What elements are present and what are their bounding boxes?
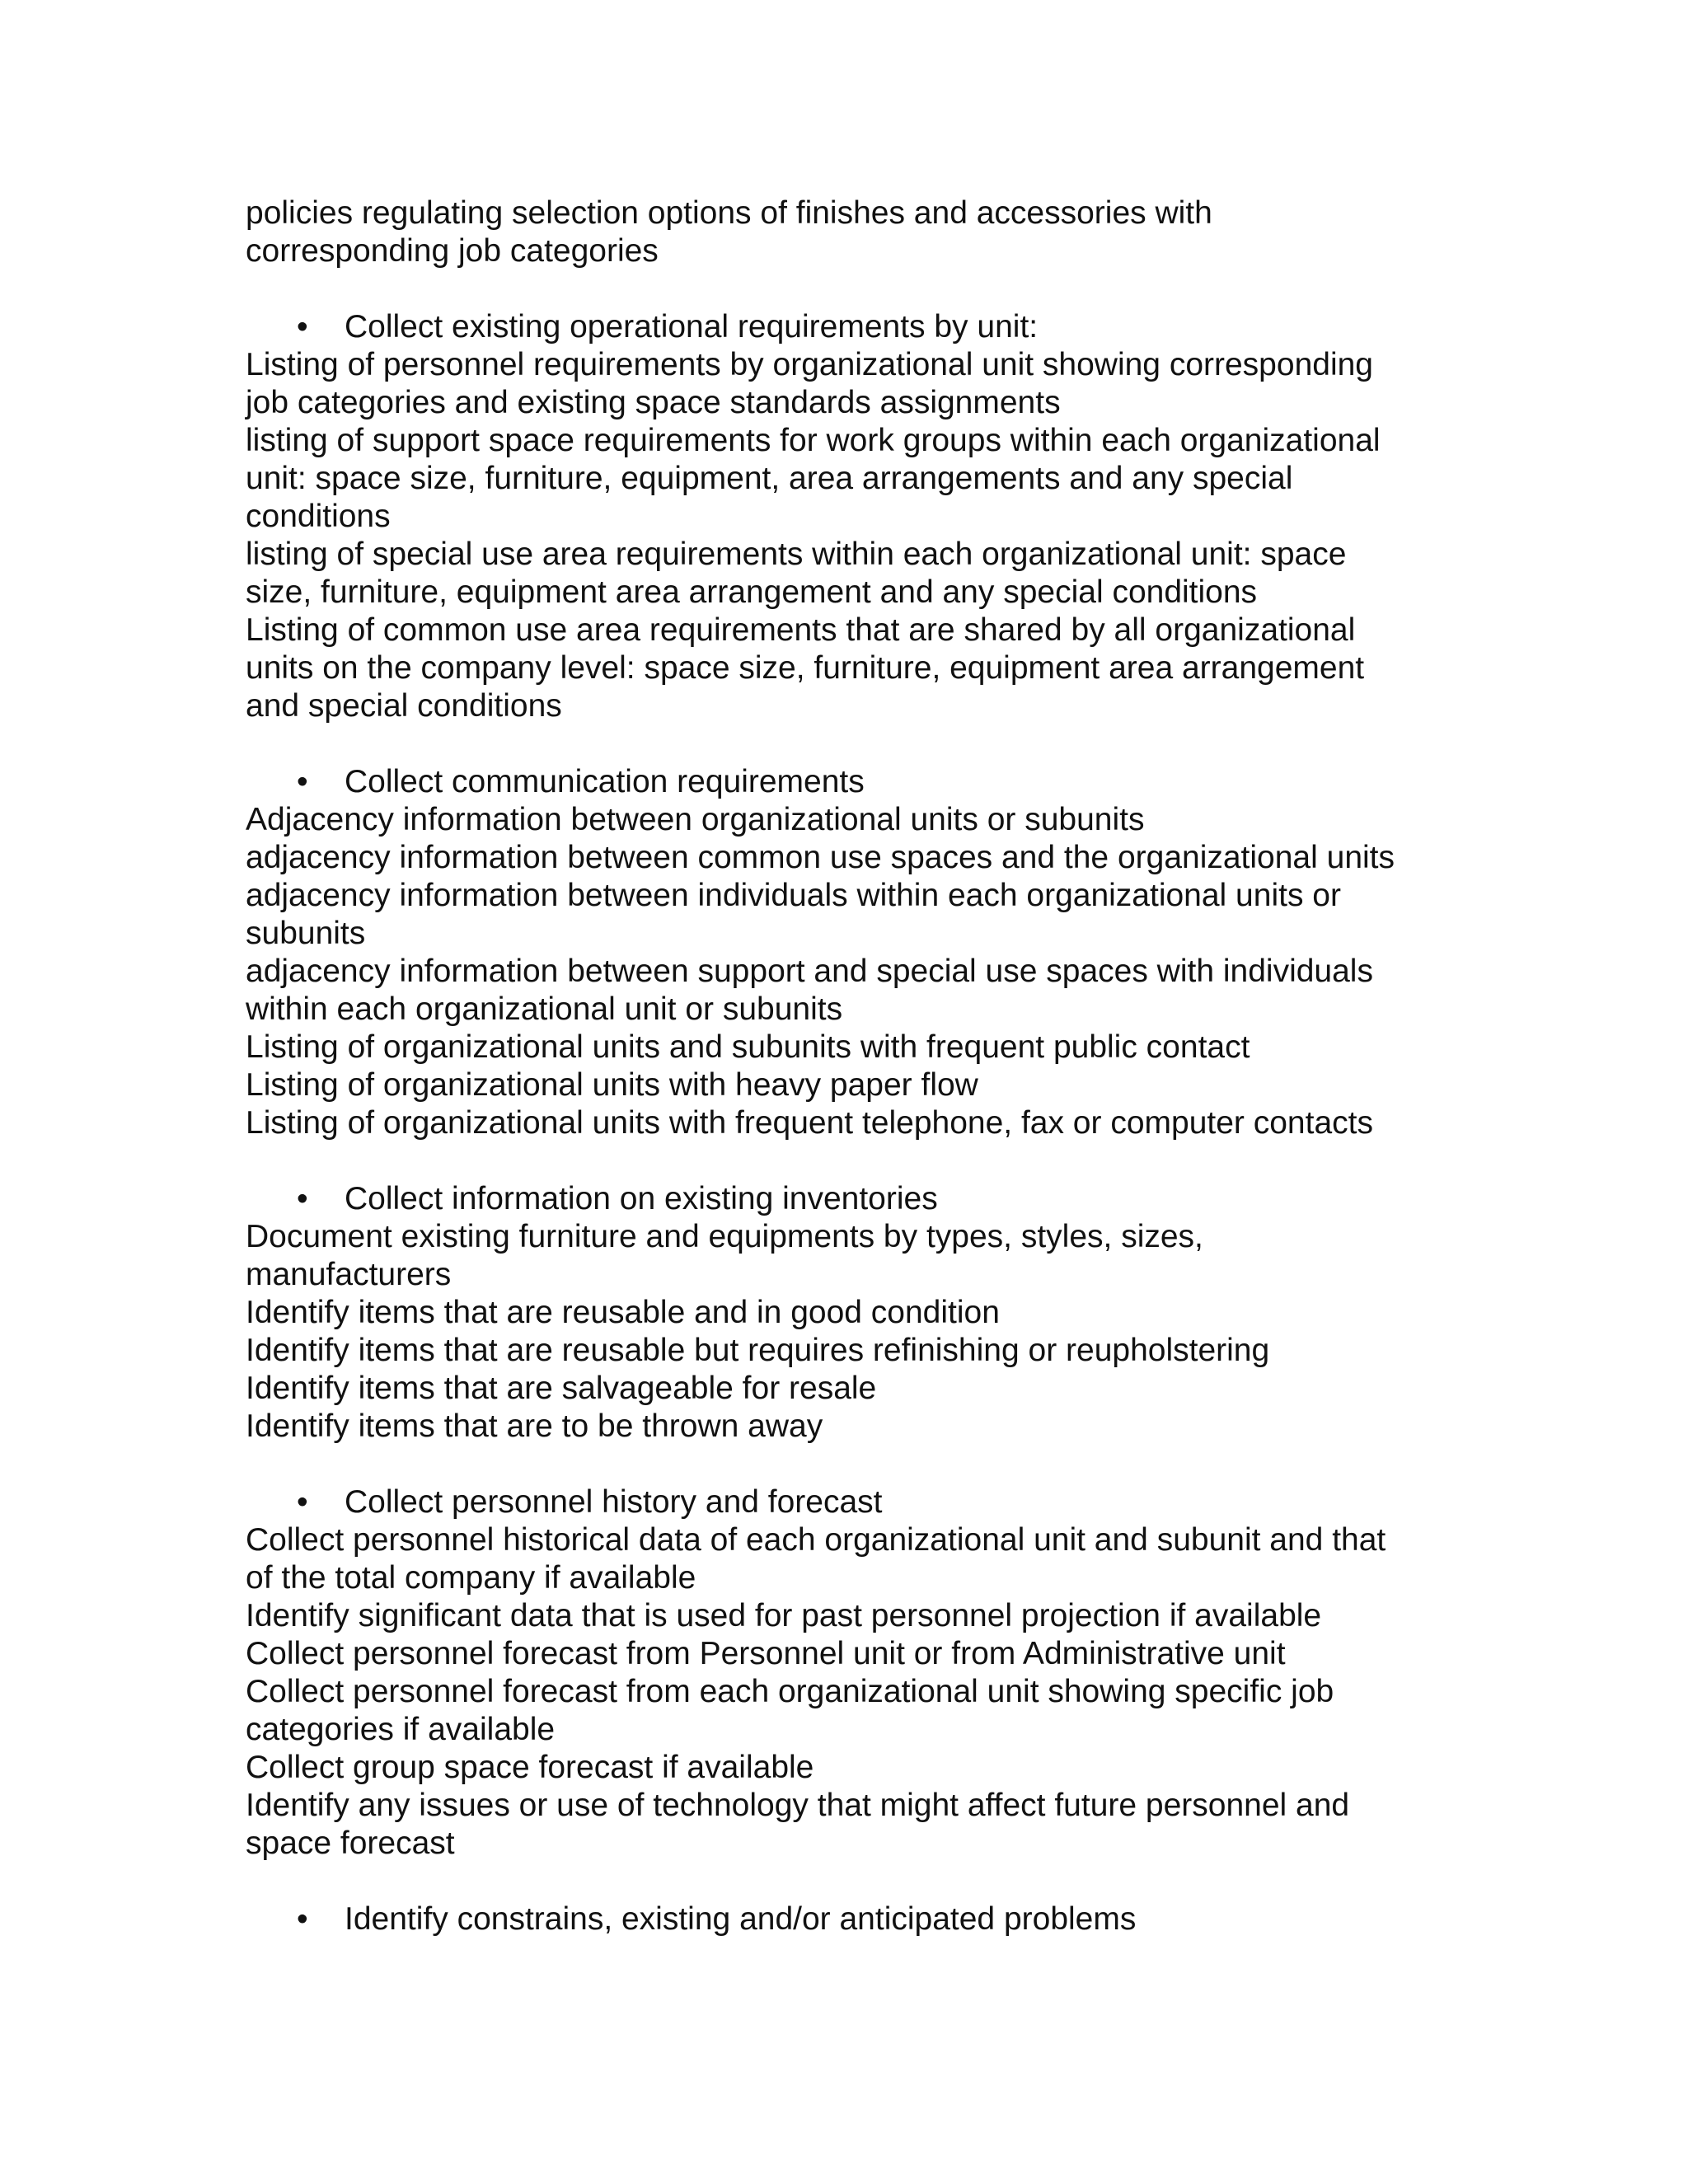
section-communication-requirements bbox=[246, 763, 1482, 1142]
text-line: Listing of organizational units with heavy paper flow bbox=[246, 1067, 978, 1103]
bullet-icon: • bbox=[297, 1901, 308, 1937]
text-line: categories if available bbox=[246, 1712, 556, 1747]
text-line: Identify items that are salvageable for resale bbox=[246, 1371, 877, 1406]
text-line: Identify items that are to be thrown away bbox=[246, 1408, 823, 1444]
bullet-heading-text: Identify constrains, existing and/or anticipated problems bbox=[345, 1901, 1137, 1937]
text-line: Listing of common use area requirements that are shared by all organizational bbox=[246, 612, 1356, 648]
bullet-heading-text: Collect personnel history and forecast bbox=[345, 1484, 883, 1520]
text-line: Document existing furniture and equipments by types, styles, sizes, bbox=[246, 1219, 1203, 1254]
text-line: Collect personnel forecast from each organizational unit showing specific job bbox=[246, 1674, 1334, 1709]
text-line: policies regulating selection options of finishes and accessories with bbox=[246, 195, 1212, 231]
bullet-heading-text: Collect existing operational requirements by unit: bbox=[345, 309, 1039, 344]
text-line: Identify items that are reusable but requires refinishing or reupholstering bbox=[246, 1333, 1270, 1368]
text-line: subunits bbox=[246, 916, 366, 951]
text-line: manufacturers bbox=[246, 1257, 452, 1292]
text-line: Listing of organizational units with frequent telephone, fax or computer contacts bbox=[246, 1105, 1373, 1141]
bullet-icon: • bbox=[297, 1484, 308, 1520]
text-line: size, furniture, equipment area arrangement and any special conditions bbox=[246, 574, 1258, 610]
bullet-heading bbox=[246, 763, 1482, 801]
bullet-heading bbox=[246, 1900, 1482, 1938]
bullet-heading bbox=[246, 308, 1482, 346]
text-line: Listing of personnel requirements by organizational unit showing corresponding bbox=[246, 347, 1373, 382]
bullet-icon: • bbox=[297, 764, 308, 799]
bullet-heading bbox=[246, 1483, 1482, 1521]
text-line: Identify significant data that is used for past personnel projection if available bbox=[246, 1598, 1322, 1633]
text-line: corresponding job categories bbox=[246, 233, 659, 269]
text-line: listing of special use area requirements within each organizational unit: space bbox=[246, 537, 1347, 572]
section-existing-inventories bbox=[246, 1180, 1482, 1446]
section-personnel-history bbox=[246, 1483, 1482, 1863]
document-page bbox=[246, 194, 1482, 1938]
text-line: listing of support space requirements for work groups within each organizational bbox=[246, 423, 1381, 458]
bullet-heading-text: Collect information on existing inventories bbox=[345, 1181, 938, 1216]
bullet-icon: • bbox=[297, 309, 308, 344]
text-line: within each organizational unit or subunits bbox=[246, 991, 843, 1027]
text-line: Identify any issues or use of technology that might affect future personnel and bbox=[246, 1788, 1350, 1823]
section-operational-requirements bbox=[246, 308, 1482, 725]
text-line: Collect personnel forecast from Personnel unit or from Administrative unit bbox=[246, 1636, 1286, 1671]
text-line: adjacency information between common use spaces and the organizational units bbox=[246, 840, 1395, 875]
text-line: job categories and existing space standards assignments bbox=[246, 385, 1061, 420]
bullet-icon: • bbox=[297, 1181, 308, 1216]
text-line: and special conditions bbox=[246, 688, 562, 724]
text-line: conditions bbox=[246, 499, 391, 534]
text-line: Listing of organizational units and subunits with frequent public contact bbox=[246, 1029, 1250, 1065]
text-line: adjacency information between support and special use spaces with individuals bbox=[246, 954, 1373, 989]
intro-paragraph bbox=[246, 194, 1482, 270]
text-line: adjacency information between individuals within each organizational units or bbox=[246, 878, 1341, 913]
section-constraints bbox=[246, 1900, 1482, 1938]
text-line: of the total company if available bbox=[246, 1560, 696, 1596]
bullet-heading-text: Collect communication requirements bbox=[345, 764, 865, 799]
text-line: Adjacency information between organizational units or subunits bbox=[246, 802, 1145, 837]
text-line: Collect personnel historical data of each organizational unit and subunit and that bbox=[246, 1522, 1386, 1558]
text-line: Collect group space forecast if available bbox=[246, 1750, 814, 1785]
text-line: space forecast bbox=[246, 1825, 455, 1861]
bullet-heading bbox=[246, 1180, 1482, 1218]
text-line: Identify items that are reusable and in good condition bbox=[246, 1295, 1000, 1330]
text-line: units on the company level: space size, furniture, equipment area arrangement bbox=[246, 650, 1365, 686]
text-line: unit: space size, furniture, equipment, area arrangements and any special bbox=[246, 461, 1293, 496]
